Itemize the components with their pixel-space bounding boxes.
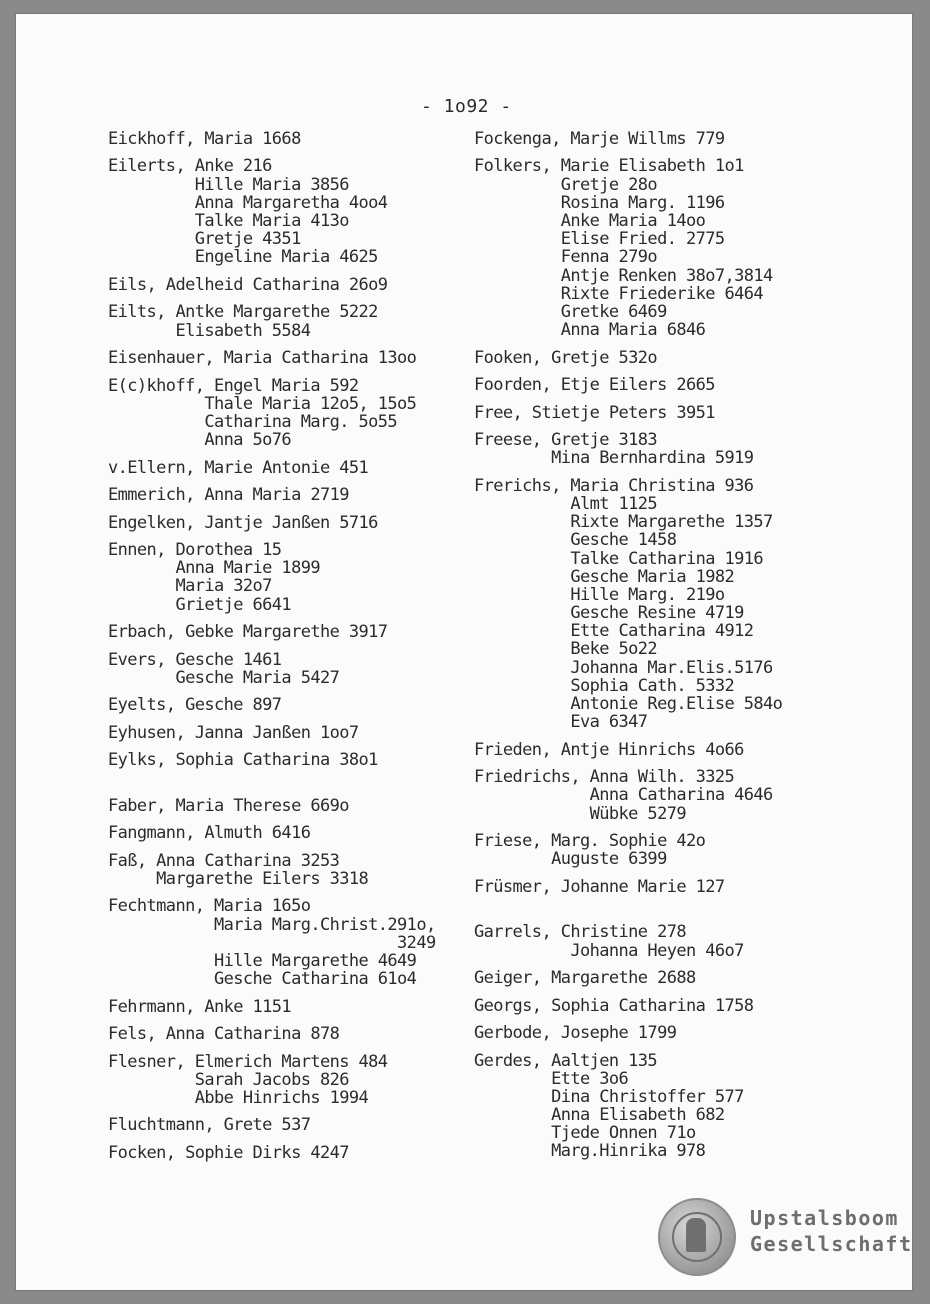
entry-line: Anna Margaretha 4oo4 [108, 192, 388, 213]
entry-line: Eyhusen, Janna Janßen 1oo7 [108, 722, 359, 743]
left-column [108, 130, 468, 1171]
register-entry [108, 897, 468, 988]
register-entry [108, 541, 468, 614]
entry-line: Frerichs, Maria Christina 936 [474, 475, 754, 496]
entry-line: Almt 1125 [474, 493, 658, 514]
entry-line: Gesche Maria 5427 [108, 667, 340, 688]
entry-line: Flesner, Elmerich Martens 484 [108, 1051, 388, 1072]
page-number: - 1o92 - [421, 96, 512, 117]
register-entry [108, 349, 468, 367]
document-page [16, 14, 912, 1290]
entry-line: Wübke 5279 [474, 803, 686, 824]
upstalsboom-logo [658, 1198, 912, 1278]
register-entry [474, 741, 904, 759]
entry-line: Faber, Maria Therese 669o [108, 795, 349, 816]
entry-line: Gesche Maria 1982 [474, 566, 735, 587]
entry-line: Fenna 279o [474, 247, 658, 268]
entry-line: Ette Catharina 4912 [474, 621, 754, 642]
register-entry [108, 751, 468, 769]
entry-line [474, 905, 904, 923]
entry-line: Gerbode, Josephe 1799 [474, 1023, 677, 1044]
entry-line: Marg.Hinrika 978 [474, 1141, 706, 1162]
register-entry [474, 404, 904, 422]
entry-line: Johanna Heyen 46o7 [474, 940, 744, 961]
entry-line: Evers, Gesche 1461 [108, 649, 282, 670]
entry-line: Gretje 4351 [108, 229, 301, 250]
register-entry [474, 477, 904, 732]
register-entry [474, 878, 904, 896]
entry-line: Eisenhauer, Maria Catharina 13oo [108, 348, 417, 369]
register-entry [108, 130, 468, 148]
entry-line: v.Ellern, Marie Antonie 451 [108, 457, 369, 478]
entry-line: Anna Catharina 4646 [474, 785, 773, 806]
entry-line: Rixte Margarethe 1357 [474, 512, 773, 533]
entry-line: Anna 5o76 [108, 430, 292, 451]
entry-line: Abbe Hinrichs 1994 [108, 1087, 369, 1108]
register-entry [108, 1116, 468, 1134]
register-entry [108, 459, 468, 477]
entry-line: Folkers, Marie Elisabeth 1o1 [474, 156, 744, 177]
register-entry [108, 276, 468, 294]
entry-line: Johanna Mar.Elis.5176 [474, 657, 773, 678]
entry-line: Freese, Gretje 3183 [474, 430, 658, 451]
entry-line: Sophia Cath. 5332 [474, 675, 735, 696]
entry-line: Georgs, Sophia Catharina 1758 [474, 995, 754, 1016]
entry-line: Antonie Reg.Elise 584o [474, 694, 783, 715]
entry-line: Dina Christoffer 577 [474, 1086, 744, 1107]
entry-line: Foorden, Etje Eilers 2665 [474, 375, 715, 396]
register-entry [108, 1025, 468, 1043]
entry-line: Eils, Adelheid Catharina 26o9 [108, 274, 388, 295]
entry-line: Catharina Marg. 5o55 [108, 411, 398, 432]
register-entry [474, 832, 904, 868]
register-entry [474, 969, 904, 987]
entry-line: Focken, Sophie Dirks 4247 [108, 1142, 349, 1163]
entry-line: Gretke 6469 [474, 301, 667, 322]
entry-line: Fluchtmann, Grete 537 [108, 1115, 311, 1136]
entry-line: Erbach, Gebke Margarethe 3917 [108, 622, 388, 643]
right-column [474, 130, 904, 1170]
entry-line: Maria 32o7 [108, 576, 272, 597]
register-entry [474, 1052, 904, 1161]
entry-line: Ette 3o6 [474, 1068, 629, 1089]
entry-line: Fechtmann, Maria 165o [108, 896, 311, 917]
register-entry [108, 157, 468, 266]
entry-line: Hille Maria 3856 [108, 174, 349, 195]
entry-line: Faß, Anna Catharina 3253 [108, 850, 340, 871]
entry-line: Anke Maria 14oo [474, 211, 706, 232]
register-entry [474, 130, 904, 148]
entry-line: Eylks, Sophia Catharina 38o1 [108, 750, 378, 771]
entry-line: Hille Marg. 219o [474, 584, 725, 605]
register-entry [108, 852, 468, 888]
entry-line: Eilts, Antke Margarethe 5222 [108, 302, 378, 323]
register-entry [108, 303, 468, 339]
entry-line: Talke Catharina 1916 [474, 548, 764, 569]
entry-line: Friedrichs, Anna Wilh. 3325 [474, 767, 735, 788]
entry-line: Garrels, Christine 278 [474, 922, 686, 943]
entry-line: 3249 [108, 932, 436, 953]
entry-line: Fangmann, Almuth 6416 [108, 823, 311, 844]
entry-line: Gerdes, Aaltjen 135 [474, 1050, 658, 1071]
entry-line: Friese, Marg. Sophie 42o [474, 831, 706, 852]
entry-line: Elise Fried. 2775 [474, 229, 725, 250]
register-entry [474, 905, 904, 960]
register-entry [108, 824, 468, 842]
register-entry [108, 998, 468, 1016]
section-gap [108, 779, 468, 797]
entry-line: Fehrmann, Anke 1151 [108, 996, 292, 1017]
entry-line: Sarah Jacobs 826 [108, 1069, 349, 1090]
register-entry [474, 768, 904, 823]
register-entry [474, 997, 904, 1015]
register-entry [108, 724, 468, 742]
entry-line: Gesche Resine 4719 [474, 603, 744, 624]
entry-line: Fels, Anna Catharina 878 [108, 1024, 340, 1045]
entry-line: Grietje 6641 [108, 594, 292, 615]
entry-line: Gesche Catharina 61o4 [108, 969, 417, 990]
entry-line: Engeline Maria 4625 [108, 247, 378, 268]
register-entry [108, 1144, 468, 1162]
entry-line: Fooken, Gretje 532o [474, 347, 658, 368]
entry-line: Eilerts, Anke 216 [108, 156, 272, 177]
entry-line: Früsmer, Johanne Marie 127 [474, 876, 725, 897]
logo-text-line1: Upstalsboom [750, 1206, 899, 1230]
logo-text-line2: Gesellschaft [750, 1232, 912, 1256]
entry-line: Margarethe Eilers 3318 [108, 868, 369, 889]
entry-line: Talke Maria 413o [108, 211, 349, 232]
register-entry [108, 696, 468, 714]
entry-line: Gesche 1458 [474, 530, 677, 551]
entry-line: Thale Maria 12o5, 15o5 [108, 393, 417, 414]
entry-line: Eyelts, Gesche 897 [108, 695, 282, 716]
entry-line: Maria Marg.Christ.291o, [108, 914, 436, 935]
entry-line: Hille Margarethe 4649 [108, 950, 417, 971]
entry-line: Anna Marie 1899 [108, 558, 320, 579]
entry-line: Engelken, Jantje Janßen 5716 [108, 512, 378, 533]
entry-line: Anna Elisabeth 682 [474, 1105, 725, 1126]
register-entry [474, 157, 904, 339]
entry-line: Eickhoff, Maria 1668 [108, 129, 301, 149]
entry-line: Ennen, Dorothea 15 [108, 540, 282, 561]
entry-line: E(c)khoff, Engel Maria 592 [108, 375, 359, 396]
register-entry [108, 797, 468, 815]
entry-line: Geiger, Margarethe 2688 [474, 968, 696, 989]
register-entry [474, 376, 904, 394]
entry-line: Tjede Onnen 71o [474, 1123, 696, 1144]
entry-line: Beke 5o22 [474, 639, 658, 660]
register-entry [474, 349, 904, 367]
register-entry [108, 377, 468, 450]
register-entry [108, 514, 468, 532]
seal-icon [658, 1198, 736, 1276]
entry-line: Free, Stietje Peters 3951 [474, 402, 715, 423]
register-entry [474, 1024, 904, 1042]
entry-line: Gretje 28o [474, 174, 658, 195]
entry-line: Rixte Friederike 6464 [474, 283, 764, 304]
entry-line: Elisabeth 5584 [108, 320, 311, 341]
register-entry [474, 431, 904, 467]
entry-line: Antje Renken 38o7,3814 [474, 265, 773, 286]
register-entry [108, 486, 468, 504]
seal-figure [686, 1218, 706, 1252]
entry-line: Mina Bernhardina 5919 [474, 448, 754, 469]
entry-line: Emmerich, Anna Maria 2719 [108, 485, 349, 506]
entry-line: Anna Maria 6846 [474, 320, 706, 341]
register-entry [108, 623, 468, 641]
entry-line: Eva 6347 [474, 712, 648, 733]
entry-line: Auguste 6399 [474, 849, 667, 870]
entry-line: Fockenga, Marje Willms 779 [474, 129, 725, 149]
register-entry [108, 1053, 468, 1108]
register-entry [108, 651, 468, 687]
entry-line: Frieden, Antje Hinrichs 4o66 [474, 739, 744, 760]
entry-line: Rosina Marg. 1196 [474, 192, 725, 213]
